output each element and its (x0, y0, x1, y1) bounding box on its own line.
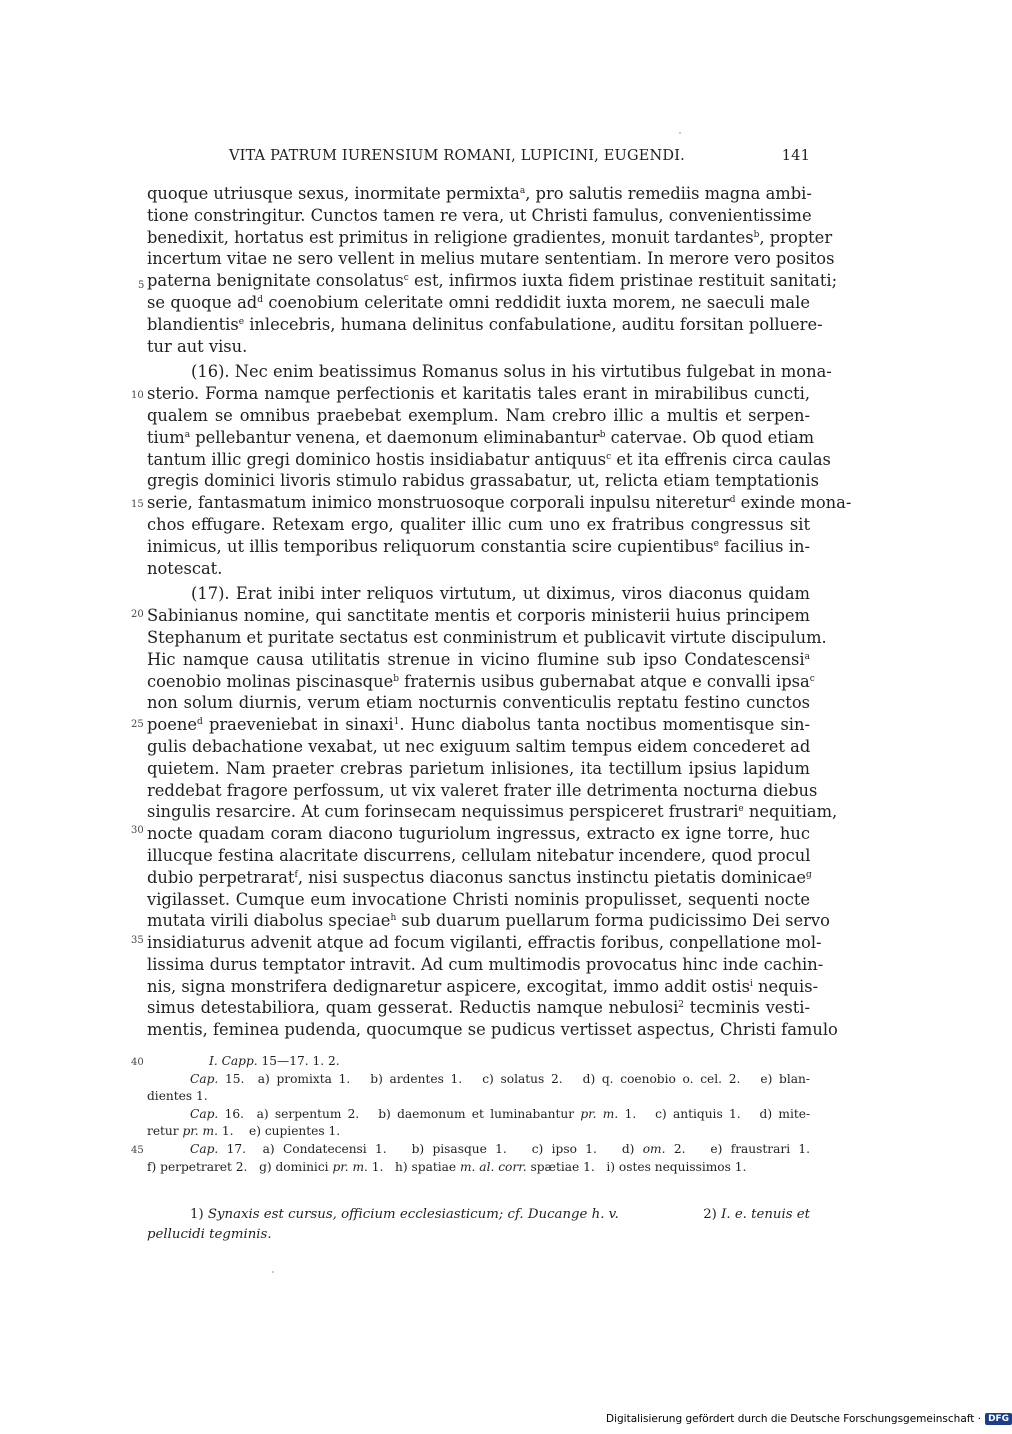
apparatus-cap-16: Cap. 16. a) serpentum 2. b) daemonum et luminabantur pr. m. 1. c) antiquis 1. d) mite- (190, 1106, 811, 1121)
dfg-logo: DFG (985, 1413, 1012, 1425)
text-line: mutata virili diabolus speciae$^h$ sub duarum puellarum forma pudicissimo Dei servo (147, 911, 830, 931)
text-line: benedixit, hortatus est primitus in religione gradientes, monuit tardantes$^b$, propter (147, 227, 833, 247)
text-line: dubio perpetrarat$^f$, nisi suspectus diaconus sanctus instinctu pietatis dominicae$^g$ (147, 867, 812, 887)
text-line: gulis debachatione vexabat, ut nec exiguum saltim tempus eidem concederet ad (147, 736, 811, 756)
text-line: chos effugare. Retexam ergo, qualiter illic cum uno ex fratribus congressus sit (147, 514, 810, 534)
text-line: tione constringitur. Cunctos tamen re vera, ut Christi famulus, convenientissime (147, 205, 812, 225)
line-number-10: 10 (131, 390, 144, 401)
footnote-2-cont: pellucidi tegminis. (147, 1227, 272, 1242)
text-line: sterio. Forma namque perfectionis et karitatis tales erant in mirabilibus cuncti, (147, 384, 810, 404)
apparatus-cap-16-cont: retur pr. m. 1. e) cupientes 1. (147, 1124, 341, 1139)
apparatus-sigla: I. Capp. 15—17. 1. 2. (209, 1054, 340, 1068)
line-number-30: 30 (131, 825, 144, 836)
text-line: tium$^a$ pellebantur venena, et daemonum eliminabantur$^b$ catervae. Ob quod etiam (147, 427, 815, 447)
text-line: non solum diurnis, verum etiam nocturnis conventiculis reptatu festino cunctos (147, 693, 810, 713)
text-line: Hic namque causa utilitatis strenue in vicino flumine sub ipso Condatescensi$^a$ (147, 649, 810, 669)
text-line: singulis resarcire. At cum forinsecam nequissimus perspiceret frustrari$^e$ nequitiam, (147, 802, 838, 822)
text-line: nocte quadam coram diacono tuguriolum ingressus, extracto ex igne torre, huc (147, 824, 810, 844)
apparatus-cap-15-cont: dientes 1. (147, 1089, 208, 1104)
text-line: Sabinianus nomine, qui sanctitate mentis et corporis ministerii huius principem (147, 606, 810, 626)
running-title: VITA PATRUM IURENSIUM ROMANI, LUPICINI, EUGENDI. (229, 148, 685, 164)
footnote-1: 1) Synaxis est cursus, officium ecclesiasticum; cf. Ducange h. v. (190, 1207, 619, 1222)
text-line: tur aut visu. (147, 336, 248, 356)
text-line: nis, signa monstrifera dedignaretur aspicere, excogitat, immo addit ostis$^i$ nequis- (147, 976, 819, 996)
text-line: gregis dominici livoris stimulo rabidus grassabatur, ut, relicta etiam temptationis (147, 471, 819, 491)
credit-text: Digitalisierung gefördert durch die Deutsche Forschungsgemeinschaft · (606, 1413, 982, 1425)
critical-apparatus (147, 1053, 810, 1176)
text-line: quietem. Nam praeter crebras parietum inlisiones, ita tectillum ipsius lapidum (147, 758, 810, 778)
text-line: coenobio molinas piscinasque$^b$ fraternis usibus gubernabat atque e convalli ipsa$^c$ (147, 671, 815, 691)
line-number-5: 5 (138, 280, 145, 291)
apparatus-cap-15: Cap. 15. a) promixta 1. b) ardentes 1. c) solatus 2. d) q. coenobio o. cel. 2. e) blan- (190, 1071, 810, 1086)
paragraph-17-start: (17). Erat inibi inter reliquos virtutum, ut diximus, viros diaconus quidam (191, 584, 810, 604)
text-line: qualem se omnibus praebebat exemplum. Nam crebro illic a multis et serpen- (147, 405, 810, 425)
text-line: paterna benignitate consolatus$^c$ est, infirmos iuxta fidem pristinae restituit sanitati; (147, 271, 838, 291)
text-line: serie, fantasmatum inimico monstruosoque corporali inpulsu niteretur$^d$ exinde mona- (147, 493, 852, 513)
text-line: blandientis$^e$ inlecebris, humana delinitus confabulatione, auditu forsitan polluere- (147, 314, 823, 334)
footnote-line (147, 1205, 810, 1225)
running-header (147, 148, 810, 170)
line-number-40: 40 (131, 1057, 144, 1068)
scan-speck (679, 132, 681, 134)
funding-credit (606, 1413, 1012, 1425)
text-line: tantum illic gregi dominico hostis insidiabatur antiquus$^c$ et ita effrenis circa caulas (147, 449, 831, 469)
text-line: incertum vitae ne sero vellent in melius mutare sententiam. In merore vero positos (147, 249, 835, 269)
text-line: insidiaturus advenit atque ad focum vigilanti, effractis foribus, conpellatione mol- (147, 933, 822, 953)
line-number-35: 35 (131, 935, 144, 946)
line-number-20: 20 (131, 609, 144, 620)
text-line: se quoque $ad^d$ coenobium celeritate omni reddidit iuxta morem, ne saeculi male (147, 292, 810, 312)
text-line: mentis, feminea pudenda, quocumque se pudicus vertisset aspectus, Christi famulo (147, 1020, 838, 1040)
page-number: 141 (781, 148, 810, 164)
apparatus-cap-17: Cap. 17. a) Condatecensi 1. b) pisasque 1. c) ipso 1. d) om. 2. e) fraustrari 1. (190, 1141, 811, 1156)
text-line: Stephanum et puritate sectatus est conministrum et publicavit virtute discipulum. (147, 627, 827, 647)
text-line: vigilasset. Cumque eum invocatione Christi nominis propulisset, sequenti nocte (147, 889, 810, 909)
scan-speck (272, 1271, 274, 1273)
line-number-25: 25 (131, 719, 144, 730)
text-line: lissima durus temptator intravit. Ad cum multimodis provocatus hinc inde cachin- (147, 954, 824, 974)
text-line: poene$^d$ praeveniebat in sinaxi$^1$. Hunc diabolus tanta noctibus momentisque sin- (147, 715, 810, 735)
apparatus-cap-17-cont: f) perpetraret 2. g) dominici pr. m. 1. h) spatiae m. al. corr. spætiae 1. i) ostes nequissimos 1. (147, 1159, 747, 1174)
line-number-15: 15 (131, 499, 144, 510)
line-number-45: 45 (131, 1145, 144, 1156)
text-line: illucque festina alacritate discurrens, cellulam nitebatur incendere, quod procul (147, 845, 811, 865)
text-line: simus detestabiliora, quam gesserat. Reductis namque nebulosi$^2$ tecminis vesti- (147, 998, 811, 1018)
text-line: quoque utriusque sexus, inormitate permixta$^a$, pro salutis remediis magna ambi- (147, 184, 812, 203)
footnotes (147, 1205, 810, 1245)
text-line: notescat. (147, 558, 223, 578)
paragraph-16-start: (16). Nec enim beatissimus Romanus solus in his virtutibus fulgebat in mona- (191, 362, 832, 382)
text-line: reddebat fragore perfossum, ut vix valeret frater ille detrimenta nocturna diebus (147, 780, 818, 800)
text-line: inimicus, ut illis temporibus reliquorum constantia scire cupientibus$^e$ facilius in- (147, 536, 811, 556)
footnote-2: 2) I. e. tenuis et (703, 1207, 810, 1222)
main-text (147, 183, 852, 1041)
